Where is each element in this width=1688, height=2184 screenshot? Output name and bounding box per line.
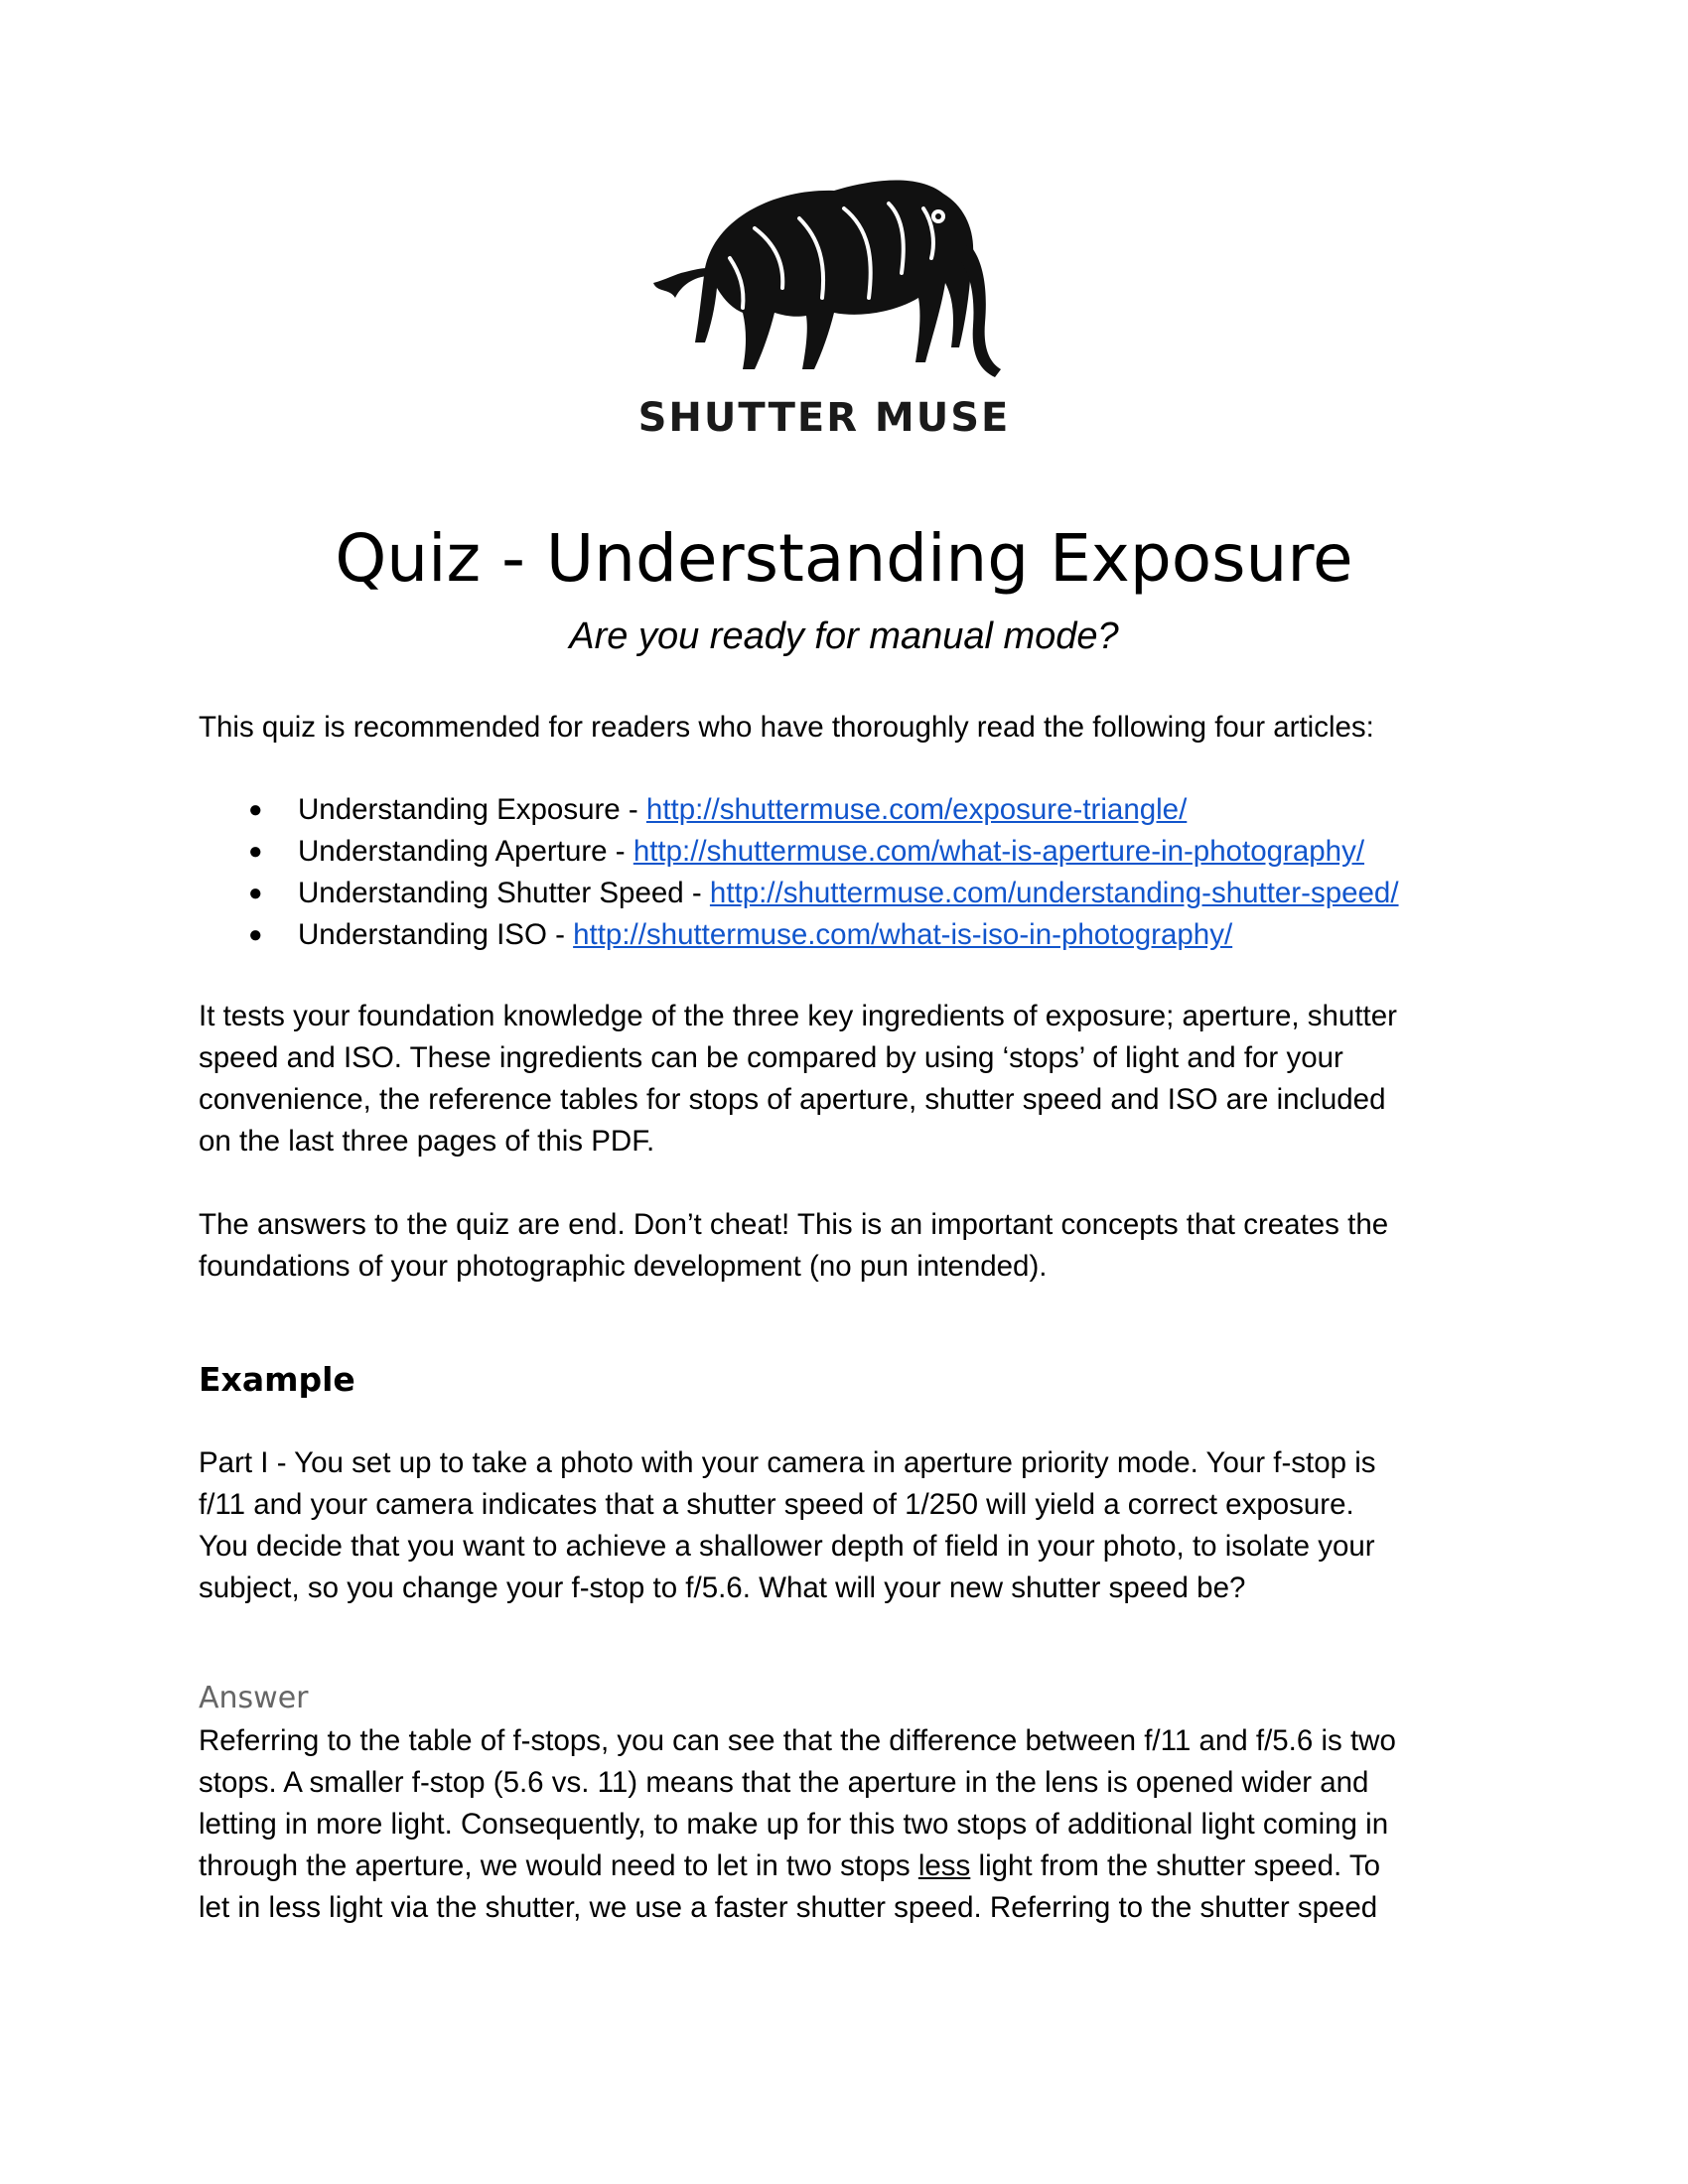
- answers-paragraph: [199, 1204, 1489, 1288]
- list-item: [199, 831, 1489, 873]
- part1-paragraph: [199, 1442, 1489, 1609]
- bullet-icon: ●: [248, 880, 263, 906]
- text-line: The answers to the quiz are end. Don’t cheat! This is an important concepts that creates the: [199, 1208, 1389, 1241]
- text-line: f/11 and your camera indicates that a shutter speed of 1/250 will yield a correct exposure.: [199, 1488, 1354, 1521]
- list-item: [199, 873, 1489, 914]
- article-link[interactable]: http://shuttermuse.com/what-is-aperture-in-photography/: [633, 835, 1365, 868]
- shutter-muse-logo: [635, 149, 1013, 447]
- article-list: [199, 789, 1489, 956]
- underlined-word: less: [917, 1849, 971, 1882]
- answer-paragraph: [199, 1720, 1489, 1929]
- text-line: foundations of your photographic development (no pun intended).: [199, 1250, 1048, 1283]
- bullet-icon: ●: [248, 838, 263, 865]
- page-title: Quiz - Understanding Exposure: [335, 520, 1353, 597]
- article-label: Understanding Aperture -: [298, 835, 633, 868]
- article-link[interactable]: http://shuttermuse.com/exposure-triangle/: [645, 793, 1188, 826]
- article-link[interactable]: http://shuttermuse.com/what-is-iso-in-photography/: [573, 918, 1233, 951]
- article-label: Understanding Shutter Speed -: [298, 877, 710, 909]
- bullet-icon: ●: [248, 921, 263, 948]
- text-line: You decide that you want to achieve a shallower depth of field in your photo, to isolate your: [199, 1530, 1375, 1563]
- page-subtitle: Are you ready for manual mode?: [569, 615, 1119, 657]
- logo-wordmark: SHUTTER MUSE: [637, 395, 1011, 441]
- text-segment: through the aperture, we would need to let in two stops: [199, 1849, 918, 1882]
- text-line: on the last three pages of this PDF.: [199, 1125, 655, 1158]
- bullet-icon: ●: [248, 796, 263, 823]
- text-line: stops. A smaller f-stop (5.6 vs. 11) means that the aperture in the lens is opened wider and: [199, 1766, 1369, 1799]
- text-line: Part I - You set up to take a photo with your camera in aperture priority mode. Your f-stop is: [199, 1446, 1376, 1479]
- article-label: Understanding Exposure -: [298, 793, 646, 826]
- text-line: subject, so you change your f-stop to f/5.6. What will your new shutter speed be?: [199, 1571, 1246, 1604]
- list-item: [199, 789, 1489, 831]
- tests-paragraph: [199, 996, 1489, 1162]
- text-segment: light from the shutter speed. To: [970, 1849, 1380, 1882]
- text-line: convenience, the reference tables for stops of aperture, shutter speed and ISO are included: [199, 1083, 1386, 1116]
- text-line: It tests your foundation knowledge of the three key ingredients of exposure; aperture, shutter: [199, 1000, 1397, 1032]
- list-item: [199, 914, 1489, 956]
- example-heading: Example: [199, 1360, 355, 1399]
- intro-paragraph: This quiz is recommended for readers who have thoroughly read the following four articles:: [199, 711, 1374, 744]
- text-line: Referring to the table of f-stops, you can see that the difference between f/11 and f/5.6 is two: [199, 1724, 1396, 1757]
- answer-heading: Answer: [199, 1681, 309, 1715]
- text-line: speed and ISO. These ingredients can be compared by using ‘stops’ of light and for your: [199, 1041, 1343, 1074]
- text-line: [199, 1845, 1489, 1887]
- article-label: Understanding ISO -: [298, 918, 574, 951]
- article-link[interactable]: http://shuttermuse.com/understanding-shutter-speed/: [709, 877, 1399, 909]
- text-line: let in less light via the shutter, we use a faster shutter speed. Referring to the shutter speed: [199, 1891, 1378, 1924]
- text-line: letting in more light. Consequently, to make up for this two stops of additional light coming in: [199, 1808, 1389, 1841]
